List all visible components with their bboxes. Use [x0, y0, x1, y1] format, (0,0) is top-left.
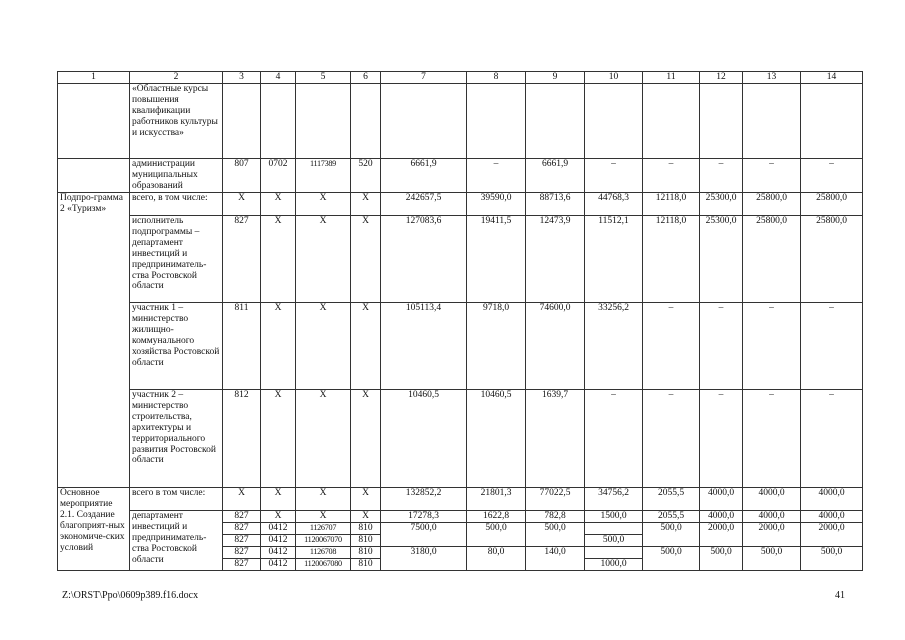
table-cell — [261, 84, 296, 159]
table-cell: Х — [261, 511, 296, 523]
column-number: 6 — [351, 72, 381, 84]
table-cell: 25800,0 — [743, 193, 801, 216]
table-cell — [381, 558, 467, 570]
table-cell: 77022,5 — [526, 488, 585, 511]
table-cell: – — [643, 303, 700, 390]
table-cell: 4000,0 — [743, 511, 801, 523]
table-cell: 11512,1 — [585, 216, 643, 303]
table-cell: 500,0 — [526, 523, 585, 535]
table-cell: 4000,0 — [700, 511, 743, 523]
table-cell: 1622,8 — [467, 511, 526, 523]
table-cell — [223, 84, 261, 159]
table-cell: 1639,7 — [526, 390, 585, 488]
table-cell: администрации муниципальных образований — [130, 159, 223, 193]
table-cell: – — [801, 303, 863, 390]
table-cell: 810 — [351, 523, 381, 535]
table-cell: 500,0 — [585, 534, 643, 546]
table-cell — [643, 558, 700, 570]
table-cell — [381, 84, 467, 159]
table-cell: 127083,6 — [381, 216, 467, 303]
table-cell: 4000,0 — [700, 488, 743, 511]
table-cell: 6661,9 — [526, 159, 585, 193]
column-number: 10 — [585, 72, 643, 84]
table-cell: – — [743, 303, 801, 390]
table-cell: Х — [261, 216, 296, 303]
table-cell: 19411,5 — [467, 216, 526, 303]
table-cell: 827 — [223, 558, 261, 570]
table-cell: 25300,0 — [700, 193, 743, 216]
table-cell: 500,0 — [801, 546, 863, 558]
table-cell: 500,0 — [643, 546, 700, 558]
table-cell: участник 1 – министерство жилищно-коммунального хозяйства Ростовской области — [130, 303, 223, 390]
table-cell: Х — [351, 390, 381, 488]
table-cell: Х — [351, 511, 381, 523]
table-cell: Х — [261, 488, 296, 511]
table-cell: 782,8 — [526, 511, 585, 523]
table-cell: 1500,0 — [585, 511, 643, 523]
column-number: 7 — [381, 72, 467, 84]
table-cell: Х — [261, 193, 296, 216]
table-cell: – — [700, 303, 743, 390]
table-cell: – — [700, 390, 743, 488]
table-cell — [58, 159, 130, 193]
table-cell: 25300,0 — [700, 216, 743, 303]
table-cell: 0412 — [261, 546, 296, 558]
table-cell — [801, 558, 863, 570]
table-cell: 12118,0 — [643, 193, 700, 216]
table-cell — [743, 558, 801, 570]
document-path: Z:\ORST\Ppo\0609p389.f16.docx — [62, 590, 199, 601]
table-cell: 0412 — [261, 558, 296, 570]
table-cell: 74600,0 — [526, 303, 585, 390]
table-cell: Х — [223, 193, 261, 216]
table-cell: 500,0 — [743, 546, 801, 558]
table-cell: 132852,2 — [381, 488, 467, 511]
table-cell: 88713,6 — [526, 193, 585, 216]
table-cell: – — [801, 390, 863, 488]
table-cell: 2000,0 — [743, 523, 801, 535]
table-cell — [526, 84, 585, 159]
table-cell: – — [743, 159, 801, 193]
column-number: 11 — [643, 72, 700, 84]
table-cell: 21801,3 — [467, 488, 526, 511]
table-cell: Х — [296, 511, 351, 523]
table-cell: 6661,9 — [381, 159, 467, 193]
table-cell: 33256,2 — [585, 303, 643, 390]
table-cell: 1117389 — [296, 159, 351, 193]
table-cell: 39590,0 — [467, 193, 526, 216]
table-row — [58, 159, 863, 193]
table-cell — [743, 84, 801, 159]
table-cell: 812 — [223, 390, 261, 488]
table-cell — [351, 84, 381, 159]
table-cell — [296, 84, 351, 159]
table-cell: 810 — [351, 546, 381, 558]
table-cell — [700, 558, 743, 570]
column-number: 8 — [467, 72, 526, 84]
table-cell: – — [643, 159, 700, 193]
table-cell — [467, 84, 526, 159]
table-cell — [700, 534, 743, 546]
table-cell: 80,0 — [467, 546, 526, 558]
table-cell: 105113,4 — [381, 303, 467, 390]
table-cell — [700, 84, 743, 159]
table-cell: 25800,0 — [801, 193, 863, 216]
table-row — [58, 303, 863, 390]
column-number: 2 — [130, 72, 223, 84]
table-cell: 1126707 — [296, 523, 351, 535]
table-cell: – — [467, 159, 526, 193]
table-row — [58, 511, 863, 523]
table-cell: всего, в том числе: — [130, 193, 223, 216]
column-number: 14 — [801, 72, 863, 84]
table-cell: 500,0 — [643, 523, 700, 535]
table-cell: – — [585, 390, 643, 488]
table-cell: 810 — [351, 534, 381, 546]
table-row — [58, 193, 863, 216]
table-cell: – — [743, 390, 801, 488]
table-cell: 9718,0 — [467, 303, 526, 390]
table-cell: – — [801, 159, 863, 193]
table-cell: Х — [351, 216, 381, 303]
table-cell: 7500,0 — [381, 523, 467, 535]
table-cell: 810 — [351, 558, 381, 570]
table-cell: 1120067070 — [296, 534, 351, 546]
table-cell — [643, 84, 700, 159]
table-cell: 2000,0 — [700, 523, 743, 535]
table-cell — [585, 546, 643, 558]
table-cell — [381, 534, 467, 546]
table-cell: 12473,9 — [526, 216, 585, 303]
table-cell: 827 — [223, 523, 261, 535]
table-cell: всего в том числе: — [130, 488, 223, 511]
table-cell: 4000,0 — [801, 511, 863, 523]
column-number: 9 — [526, 72, 585, 84]
table-cell — [467, 558, 526, 570]
table-cell — [743, 534, 801, 546]
table-cell: 1126708 — [296, 546, 351, 558]
table-cell — [526, 534, 585, 546]
table-cell: 0702 — [261, 159, 296, 193]
table-cell: Х — [296, 390, 351, 488]
table-cell: 827 — [223, 546, 261, 558]
table-cell — [585, 84, 643, 159]
budget-table — [57, 71, 863, 571]
table-cell — [58, 84, 130, 159]
table-row — [58, 216, 863, 303]
column-number: 12 — [700, 72, 743, 84]
table-cell: участник 2 – министерство строительства, архитектуры и территориального развития Ростовской области — [130, 390, 223, 488]
table-cell: 807 — [223, 159, 261, 193]
table-cell: Х — [351, 193, 381, 216]
table-cell: 17278,3 — [381, 511, 467, 523]
table-cell: 811 — [223, 303, 261, 390]
subprogram-name: Подпро-грамма 2 «Туризм» — [58, 193, 130, 488]
table-cell: 0412 — [261, 523, 296, 535]
table-cell — [585, 523, 643, 535]
table-cell: 827 — [223, 534, 261, 546]
table-cell — [643, 534, 700, 546]
table-cell: 25800,0 — [743, 216, 801, 303]
page-number: 41 — [835, 590, 845, 601]
table-cell: Х — [296, 303, 351, 390]
table-cell: Х — [261, 390, 296, 488]
column-number: 4 — [261, 72, 296, 84]
table-cell: 0412 — [261, 534, 296, 546]
table-row — [58, 488, 863, 511]
table-cell: 520 — [351, 159, 381, 193]
table-cell: 4000,0 — [743, 488, 801, 511]
table-cell: – — [585, 159, 643, 193]
table-cell: 242657,5 — [381, 193, 467, 216]
table-row — [58, 84, 863, 159]
table-cell: 3180,0 — [381, 546, 467, 558]
table-cell: 2055,5 — [643, 511, 700, 523]
table-cell: департамент инвестиций и предприниматель-ства Ростовской области — [130, 511, 223, 571]
table-cell: 2055,5 — [643, 488, 700, 511]
table-cell: Х — [351, 303, 381, 390]
table-cell: Х — [223, 488, 261, 511]
column-number: 13 — [743, 72, 801, 84]
table-cell: 12118,0 — [643, 216, 700, 303]
column-number-row — [58, 72, 863, 84]
table-cell: 34756,2 — [585, 488, 643, 511]
table-cell: 10460,5 — [381, 390, 467, 488]
table-cell: – — [643, 390, 700, 488]
table-cell: 140,0 — [526, 546, 585, 558]
column-number: 1 — [58, 72, 130, 84]
table-cell: Х — [296, 216, 351, 303]
table-cell: 827 — [223, 511, 261, 523]
table-cell: 1000,0 — [585, 558, 643, 570]
table-cell: Х — [296, 193, 351, 216]
table-cell: исполнитель подпрограммы – департамент инвестиций и предприниматель-ства Ростовской области — [130, 216, 223, 303]
table-cell: Х — [351, 488, 381, 511]
table-cell: 500,0 — [700, 546, 743, 558]
main-activity-name: Основное мероприятие 2.1. Создание благоприят-ных экономиче-ских условий — [58, 488, 130, 571]
table-cell: Х — [261, 303, 296, 390]
table-cell: 1120067080 — [296, 558, 351, 570]
table-cell: 44768,3 — [585, 193, 643, 216]
table-cell: 2000,0 — [801, 523, 863, 535]
column-number: 5 — [296, 72, 351, 84]
table-cell: Х — [296, 488, 351, 511]
table-cell — [801, 84, 863, 159]
table-cell: 500,0 — [467, 523, 526, 535]
table-cell — [467, 534, 526, 546]
table-cell — [801, 534, 863, 546]
column-number: 3 — [223, 72, 261, 84]
table-cell: 10460,5 — [467, 390, 526, 488]
table-cell: 827 — [223, 216, 261, 303]
table-cell: – — [700, 159, 743, 193]
table-cell — [526, 558, 585, 570]
table-cell: 4000,0 — [801, 488, 863, 511]
table-row — [58, 390, 863, 488]
table-cell: «Областные курсы повышения квалификации работников культуры и искусства» — [130, 84, 223, 159]
table-cell: 25800,0 — [801, 216, 863, 303]
